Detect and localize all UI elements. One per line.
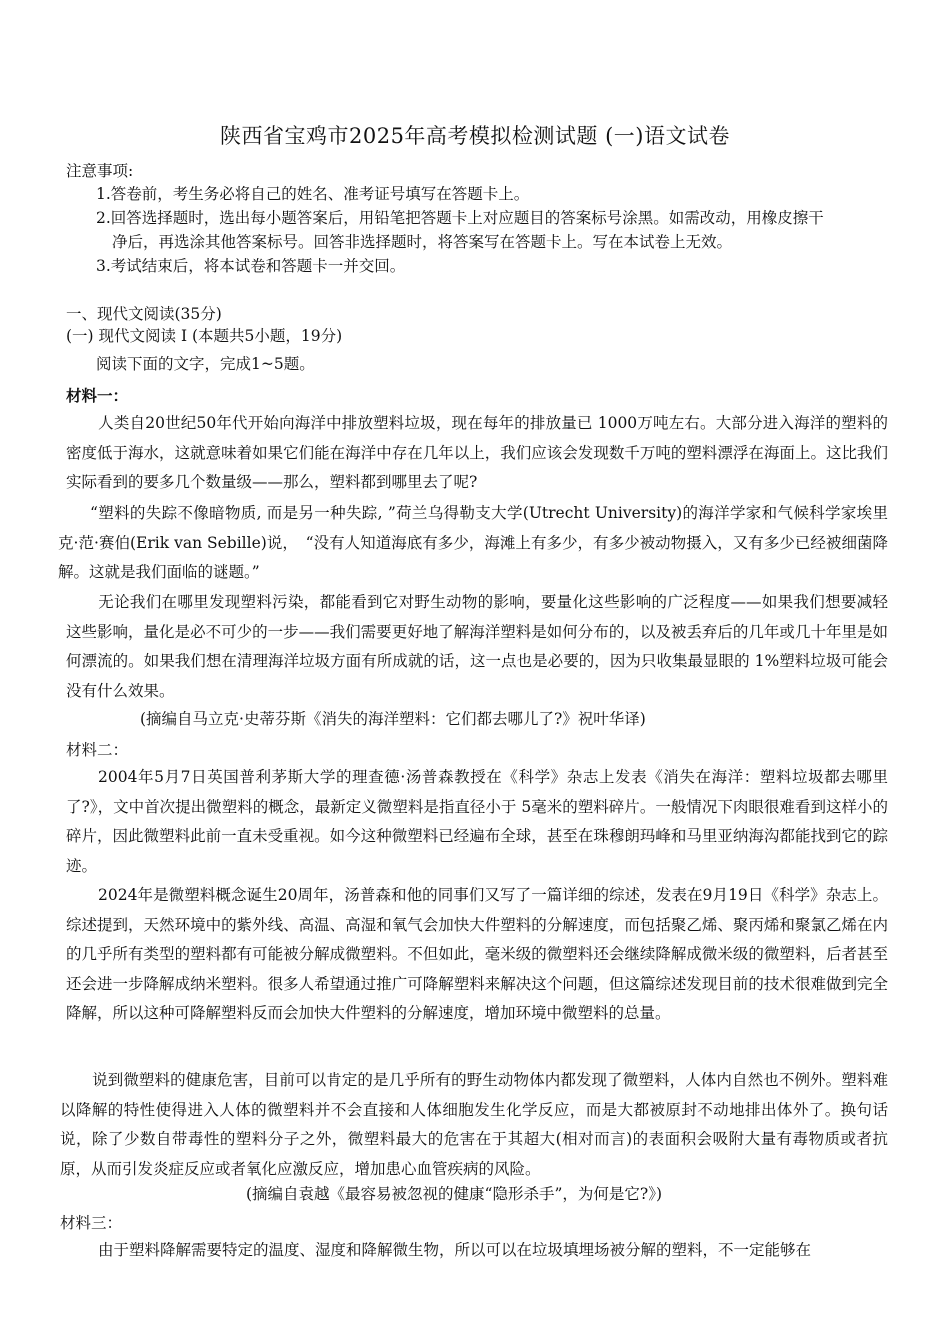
reading-instruction: 阅读下面的文字，完成1~5题。 (96, 355, 315, 373)
material-1-paragraph-1 (66, 409, 888, 498)
notice-item-3: 3.考试结束后，将本试卷和答题卡一并交回。 (96, 257, 406, 275)
paragraph-text: 说到微塑料的健康危害，目前可以肯定的是几乎所有的野生动物体内都发现了微塑料，人体内自然也不例外。塑料难以降解的特性使得进入人体的微塑料并不会直接和人体细胞发生化学反应，而是大都被原封不动地排出体外了。换句话说，除了少数自带毒性的塑料分子之外，微塑料最大的危害在于其超大(相对而言)的表面积会吸附大量有毒物质或者抗原，从而引发炎症反应或者氧化应激反应，增加患心血管疾病的风险。 (60, 1071, 888, 1178)
paragraph-text: 无论我们在哪里发现塑料污染，都能看到它对野生动物的影响，要量化这些影响的广泛程度——如果我们想要减轻这些影响，量化是必不可少的一步——我们需要更好地了解海洋塑料是如何分布的，以及被丢弃后的几年或几十年里是如何漂流的。如果我们想在清理海洋垃圾方面有所成就的话，这一点也是必要的，因为只收集最显眼的 1%塑料垃圾可能会没有什么效果。 (66, 593, 888, 700)
material-2-paragraph-3 (60, 1066, 888, 1184)
material-2-label: 材料二： (66, 741, 129, 759)
paragraph-text: “塑料的失踪不像暗物质, 而是另一种失踪, ”荷兰乌得勒支大学(Utrecht University)的海洋学家和气候科学家埃里克·范·赛伯(Erik van Sebille)说， “没有人知道海底有多少，海滩上有多少，有多少被动物摄入，又有多少已经被细菌降解。这就是我们面临的谜题。” (58, 504, 888, 581)
section-heading: 一、现代文阅读(35分) (66, 305, 222, 323)
material-1-paragraph-3 (66, 588, 888, 706)
notice-label: 注意事项: (66, 162, 134, 180)
paragraph-text: 由于塑料降解需要特定的温度、湿度和降解微生物，所以可以在垃圾填埋场被分解的塑料，不一定能够在 (98, 1241, 812, 1259)
paragraph-text: 2004年5月7日英国普利茅斯大学的理查德·汤普森教授在《科学》杂志上发表《消失在海洋：塑料垃圾都去哪里了?》，文中首次提出微塑料的概念，最新定义微塑料是指直径小于 5毫米的塑料碎片。一般情况下肉眼很难看到这样小的碎片，因此微塑料此前一直未受重视。如今这种微塑料已经遍布全球，甚至在珠穆朗玛峰和马里亚纳海沟都能找到它的踪迹。 (66, 768, 888, 875)
material-1-label: 材料一： (66, 386, 129, 405)
page-title: 陕西省宝鸡市2025年高考模拟检测试题 (一)语文试卷 (219, 124, 730, 148)
subsection-heading: (一) 现代文阅读 I (本题共5小题，19分) (66, 327, 343, 345)
paragraph-text: 人类自20世纪50年代开始向海洋中排放塑料垃圾，现在每年的排放量已 1000万吨左右。大部分进入海洋的塑料的密度低于海水，这就意味着如果它们能在海洋中存在几年以上，我们应该会发现数千万吨的塑料漂浮在海面上。这比我们实际看到的要多几个数量级——那么，塑料都到哪里去了呢? (66, 414, 888, 491)
notice-item-1: 1.答卷前，考生务必将自己的姓名、准考证号填写在答题卡上。 (96, 185, 530, 203)
notice-item-2-line-1: 2.回答选择题时，选出每小题答案后，用铅笔把答题卡上对应题目的答案标号涂黑。如需改动，用橡皮擦干 (96, 209, 824, 227)
material-2-paragraph-1 (66, 763, 888, 881)
material-3-label: 材料三： (60, 1214, 123, 1232)
material-1-paragraph-2 (58, 499, 888, 588)
material-2-source: (摘编自袁越《最容易被忽视的健康“隐形杀手”，为何是它?》) (246, 1185, 663, 1203)
material-1-source: (摘编自马立克·史蒂芬斯《消失的海洋塑料：它们都去哪儿了?》祝叶华译) (140, 710, 646, 728)
notice-item-2-line-2: 净后，再选涂其他答案标号。回答非选择题时，将答案写在答题卡上。写在本试卷上无效。 (112, 233, 733, 251)
material-2-paragraph-2 (66, 881, 888, 1029)
material-3-paragraph-1 (66, 1236, 888, 1266)
paragraph-text: 2024年是微塑料概念诞生20周年，汤普森和他的同事们又写了一篇详细的综述，发表在9月19日《科学》杂志上。综述提到，天然环境中的紫外线、高温、高湿和氧气会加快大件塑料的分解速度，而包括聚乙烯、聚丙烯和聚氯乙烯在内的几乎所有类型的塑料都有可能被分解成微塑料。不但如此，毫米级的微塑料还会继续降解成微米级的微塑料，后者甚至还会进一步降解成纳米塑料。很多人希望通过推广可降解塑料来解决这个问题，但这篇综述发现目前的技术很难做到完全降解，所以这种可降解塑料反而会加快大件塑料的分解速度，增加环境中微塑料的总量。 (66, 886, 888, 1022)
